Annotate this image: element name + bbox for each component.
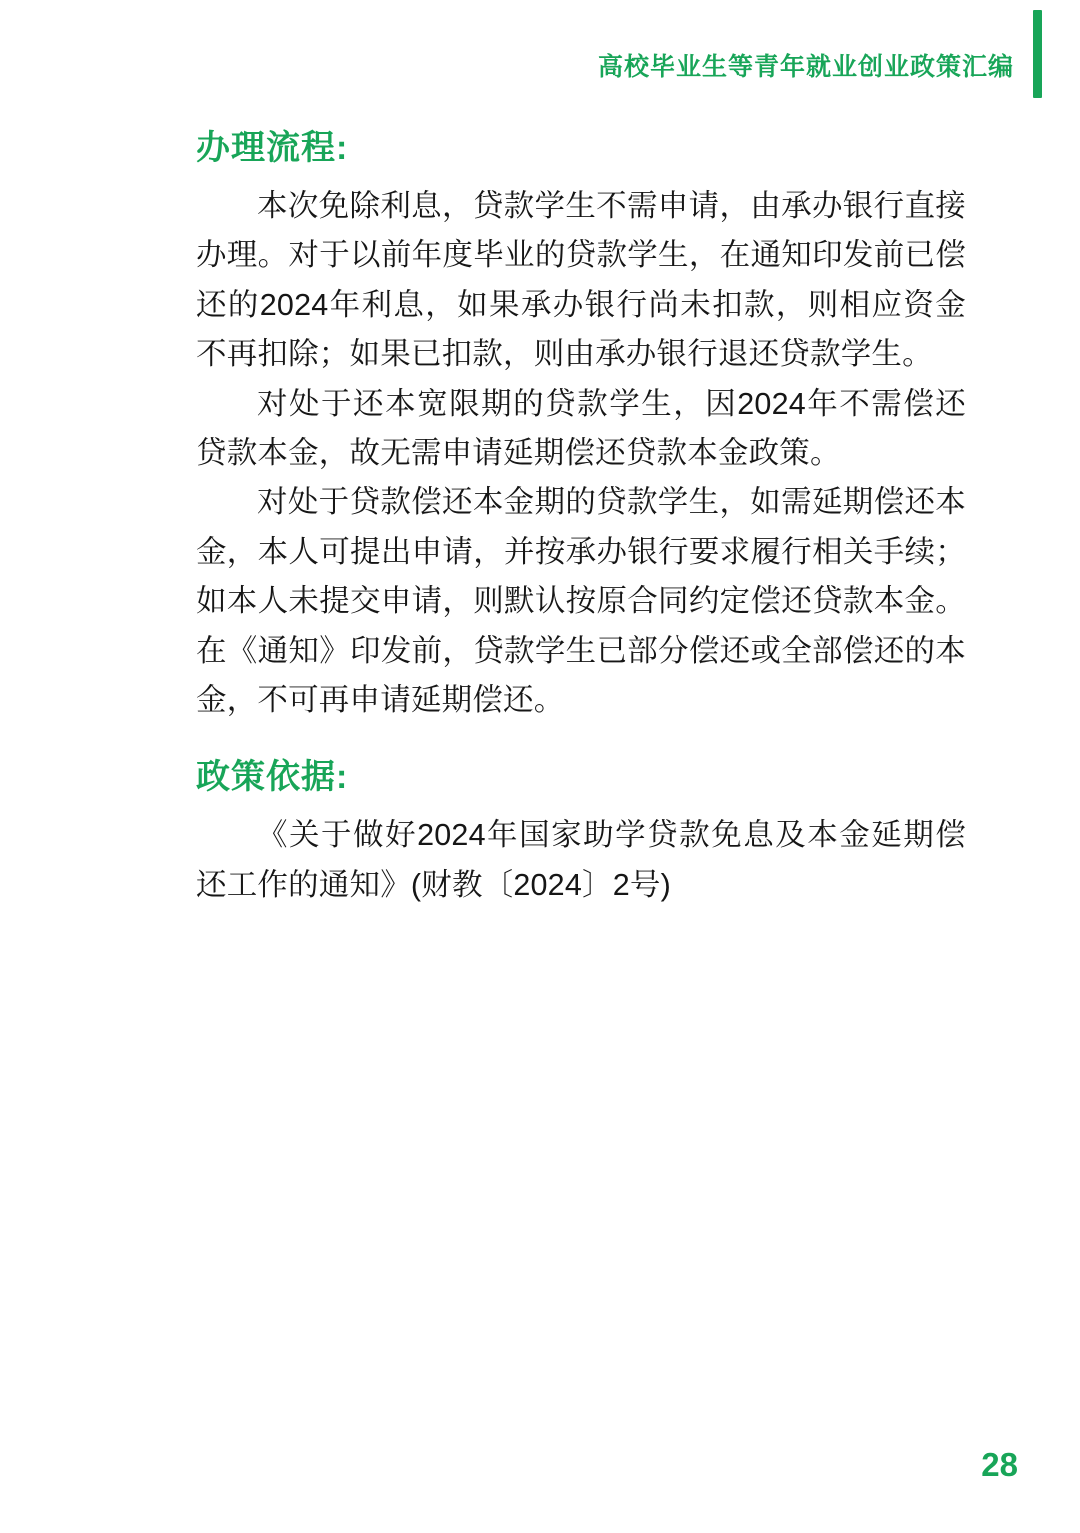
paragraph-process-3: 对处于贷款偿还本金期的贷款学生，如需延期偿还本金，本人可提出申请，并按承办银行要求履行相关手续；如本人未提交申请，则默认按原合同约定偿还贷款本金。在《通知》印发前，贷款学生已部分偿还或全部偿还的本金，不可再申请延期偿还。 — [196, 485, 966, 717]
section-heading-policy-basis: 政策依据: — [196, 758, 349, 797]
paragraph-process-1: 本次免除利息，贷款学生不需申请，由承办银行直接办理。对于以前年度毕业的贷款学生，在通知印发前已偿还的2024年利息，如果承办银行尚未扣款，则相应资金不再扣除；如果已扣款，则由承办银行退还贷款学生。 — [196, 188, 966, 372]
header-accent-bar — [1033, 10, 1042, 98]
paragraph-process-2: 对处于还本宽限期的贷款学生，因2024年不需偿还贷款本金，故无需申请延期偿还贷款本金政策。 — [196, 386, 966, 470]
policy-basis-block — [196, 811, 966, 910]
paragraph-policy-1: 《关于做好2024年国家助学贷款免息及本金延期偿还工作的通知》(财教〔2024〕2号) — [196, 818, 966, 902]
section-heading-process: 办理流程: — [196, 129, 349, 167]
page-header — [0, 0, 1080, 110]
page-content — [196, 126, 966, 910]
page-number: 28 — [981, 1446, 1018, 1483]
header-title: 高校毕业生等青年就业创业政策汇编 — [597, 53, 1014, 81]
